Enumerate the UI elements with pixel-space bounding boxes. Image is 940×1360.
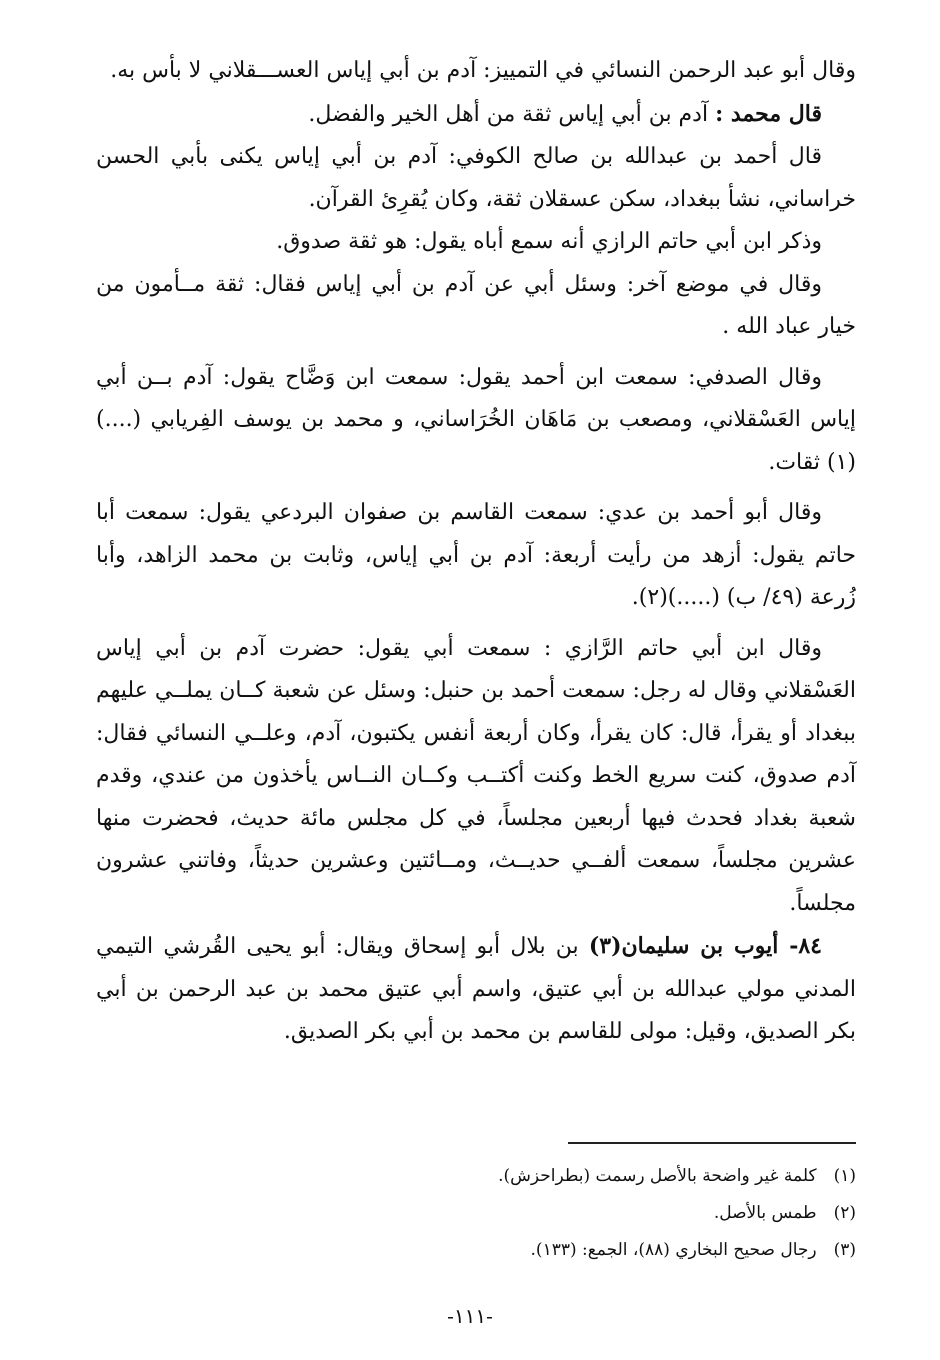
paragraph-ibn-abi-hatim: وذكر ابن أبي حاتم الرازي أنه سمع أباه يقول: هو ثقة صدوق. — [276, 229, 822, 254]
footnote-number: (١) — [833, 1166, 856, 1186]
paragraph-kufi: قال أحمد بن عبدالله بن صالح الكوفي: آدم بن أبي إياس يكنى بأبي الحسن خراساني، نشأ ببغداد، سكن عسقلان ثقة، وكان يُقرِئ القرآن. — [96, 144, 856, 212]
entry-text: بن بلال أبو إسحاق ويقال: أبو يحيى القُرشي التيمي المدني مولي عبدالله بن أبي عتيق، واسم أبي عتيق محمد بن عبد الرحمن بن أبي بكر الصديق، وقيل: مولى للقاسم بن محمد بن أبي بكر الصديق. — [96, 934, 856, 1044]
footnote-text: طمس بالأصل. — [713, 1203, 817, 1223]
footnote-number: (٣) — [833, 1240, 856, 1260]
paragraph-nasai: وقال أبو عبد الرحمن النسائي في التمييز: آدم بن أبي إياس العســـقلاني لا بأس به. — [110, 58, 856, 83]
paragraph-ibn-adi: وقال أبو أحمد بن عدي: سمعت القاسم بن صفوان البردعي يقول: سمعت أبا حاتم يقول: أزهد من رأيت أربعة: آدم بن أبي إياس، وثابت بن محمد الزاهد، وأبا زُرعة (٤٩/ ب) (.....)(٢). — [96, 500, 856, 610]
paragraph-razi: وقال ابن أبي حاتم الرَّازي : سمعت أبي يقول: حضرت آدم بن أبي إياس العَسْقلاني وقال له رجل: سمعت أحمد بن حنبل: وسئل عن شعبة كــان يملــي عليهم ببغداد أو يقرأ، قال: كان يقرأ، وكان أربعة أنفس يكتبون، آدم، وعلــي النسائي فقال: آدم صدوق، كنت سريع الخط وكنت أكتــب وكــان النــاس يأخذون من عندي، وقدم شعبة بغداد فحدث فيها أربعين مجلساً، في كل مجلس مائة حديث، فحضرت منها عشرين مجلساً، سمعت ألفــي حديــث، ومــائتين وعشرين حديثاً، وفاتني عشرون مجلساً. — [96, 635, 856, 916]
paragraph-qala-muhammad-text: آدم بن أبي إياس ثقة من أهل الخير والفضل. — [308, 101, 709, 127]
footnote-3 — [96, 1232, 856, 1269]
lead-label: قال محمد : — [715, 100, 822, 127]
entry-heading: ٨٤- أيوب بن سليمان(٣) — [588, 933, 822, 959]
entry-84 — [96, 925, 856, 1054]
paragraph-qala-muhammad — [96, 93, 856, 137]
footnote-1 — [96, 1158, 856, 1195]
footnote-number: (٢) — [833, 1203, 856, 1223]
footnote-2 — [96, 1195, 856, 1232]
paragraph-mawdi-akhar: وقال في موضع آخر: وسئل أبي عن آدم بن أبي إياس فقال: ثقة مــأمون من خيار عباد الله . — [96, 271, 856, 339]
footnote-text: كلمة غير واضحة بالأصل رسمت (بطراحزش). — [498, 1166, 817, 1186]
footnotes — [96, 1158, 856, 1269]
main-text — [96, 50, 856, 1054]
footnote-text: رجال صحيح البخاري (٨٨)، الجمع: (١٣٣). — [530, 1240, 817, 1260]
page-number: -١١١- — [447, 1304, 493, 1328]
paragraph-sadafi: وقال الصدفي: سمعت ابن أحمد يقول: سمعت ابن وَضَّاح يقول: آدم بــن أبي إياس العَسْقلاني، ومصعب بن مَاهَان الخُرَاساني، و محمد بن يوسف الفِريابي (....)(١) ثقات. — [96, 364, 856, 475]
footnote-divider — [568, 1142, 856, 1144]
